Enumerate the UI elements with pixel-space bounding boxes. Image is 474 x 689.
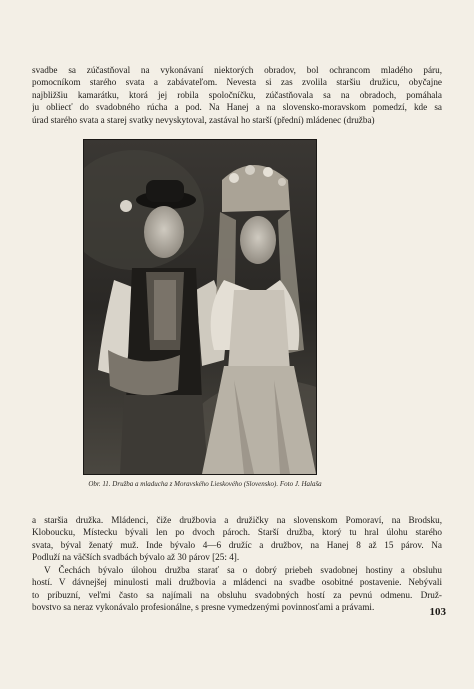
wedding-photograph — [83, 139, 317, 475]
text-line: Podluží na väčších svadbách bývalo až 30 párov [25: 4]. — [32, 552, 240, 563]
text-line: pomocníkom starého svata a zabávateľom. Nevesta si zas zvolila staršiu družicu, obyčajne — [32, 77, 442, 88]
text-line: svadbe sa zúčastňoval na vykonávaní niektorých obradov, bol ochrancom mladého páru, — [32, 65, 442, 75]
text-line: ju obliecť do svadobného rúcha a pod. Na Hanej a na slovensko-moravskom pomedzí, kde sa — [32, 102, 442, 113]
page-number: 103 — [429, 606, 446, 618]
text-line: najbližšiu kamarátku, ktorá jej robila spoločníčku, zúčastňovala sa na obradoch, pomáhala — [32, 89, 442, 100]
text-line: bovstvo sa neraz vykonávalo profesionálne, s presne vymedzenými povinnosťami a právami. — [32, 602, 375, 613]
bottom-paragraph-1 — [32, 514, 442, 564]
text-line: úrad starého svata a starej svatky nevyskytoval, zastával ho starší (přední) mládenec (družba) — [32, 114, 375, 125]
text-line: V Čechách bývalo úlohou družba starať sa o dobrý priebeh svadobnej hostiny a obsluhu — [44, 565, 442, 575]
text-line: svata, býval ženatý muž. Inde bývalo 4—6 družíc a družbov, na Hanej 8 až 15 párov. Na — [32, 539, 442, 550]
photo-illustration — [84, 140, 316, 474]
text-line: to príbuzní, veľmi často sa najímali na obsluhu svadobných hostí za pevnú odmenu. Druž- — [32, 589, 442, 600]
text-line: Kloboucku, Místecku bývali len po dvoch pároch. Starší družba, ktorý tu hral úlohu starého — [32, 527, 442, 538]
photo-caption: Obr. 11. Družba a mladucha z Moravského Lieskového (Slovensko). Foto J. Halaša — [88, 480, 322, 488]
top-paragraph — [32, 64, 442, 126]
text-line: a staršia družka. Mládenci, čiže družbovia a družičky na slovenskom Pomoraví, na Brodsku, — [32, 515, 442, 525]
text-line: hostí. V dávnejšej minulosti mali družbovia a mládenci na svadbe osobitné postavenie. Nebývali — [32, 577, 442, 588]
bottom-paragraph-2 — [32, 564, 442, 614]
